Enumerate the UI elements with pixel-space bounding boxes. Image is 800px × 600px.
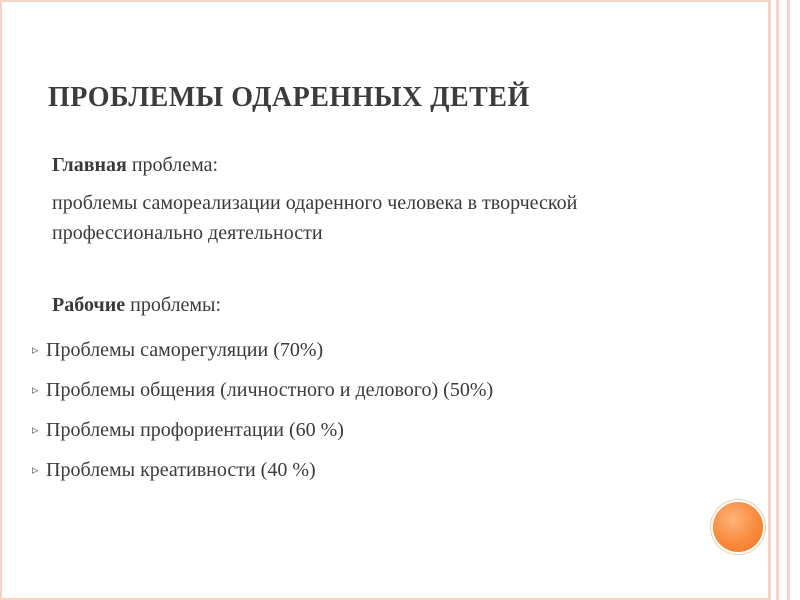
list-item-text: Проблемы креативности (40 %) [46,459,316,481]
list-item [32,450,493,490]
work-problems-heading [52,290,221,320]
main-problem-description: проблемы самореализации одаренного человека в творческой профессионально деятельности [52,192,578,244]
frame-band [787,0,790,600]
list-item [32,370,493,410]
main-problem-rest: проблема: [126,154,219,176]
chevron-outline-icon: ▹ [32,342,39,357]
chevron-outline-icon: ▹ [32,462,39,477]
chevron-outline-icon: ▹ [32,422,39,437]
list-item-text: Проблемы общения (личностного и делового) (50%) [46,379,494,401]
list-item-text: Проблемы профориентации (60 %) [46,419,344,441]
main-problem-heading [52,150,218,180]
list-item-text: Проблемы саморегуляции (70%) [46,339,324,361]
main-problem-bold: Главная [52,154,127,176]
chevron-outline-icon: ▹ [32,382,39,397]
frame-band [768,0,771,600]
frame-top-border [0,0,770,2]
list-item [32,330,493,370]
work-problems-list [32,330,493,490]
slide-title: ПРОБЛЕМЫ ОДАРЕННЫХ ДЕТЕЙ [48,82,530,113]
frame-gap [778,0,786,600]
frame-band [776,0,779,600]
work-problems-rest: проблемы: [125,294,222,316]
orange-circle-decoration [711,500,765,554]
list-item [32,410,493,450]
frame-left-border [0,0,2,600]
work-problems-bold: Рабочие [52,294,126,316]
